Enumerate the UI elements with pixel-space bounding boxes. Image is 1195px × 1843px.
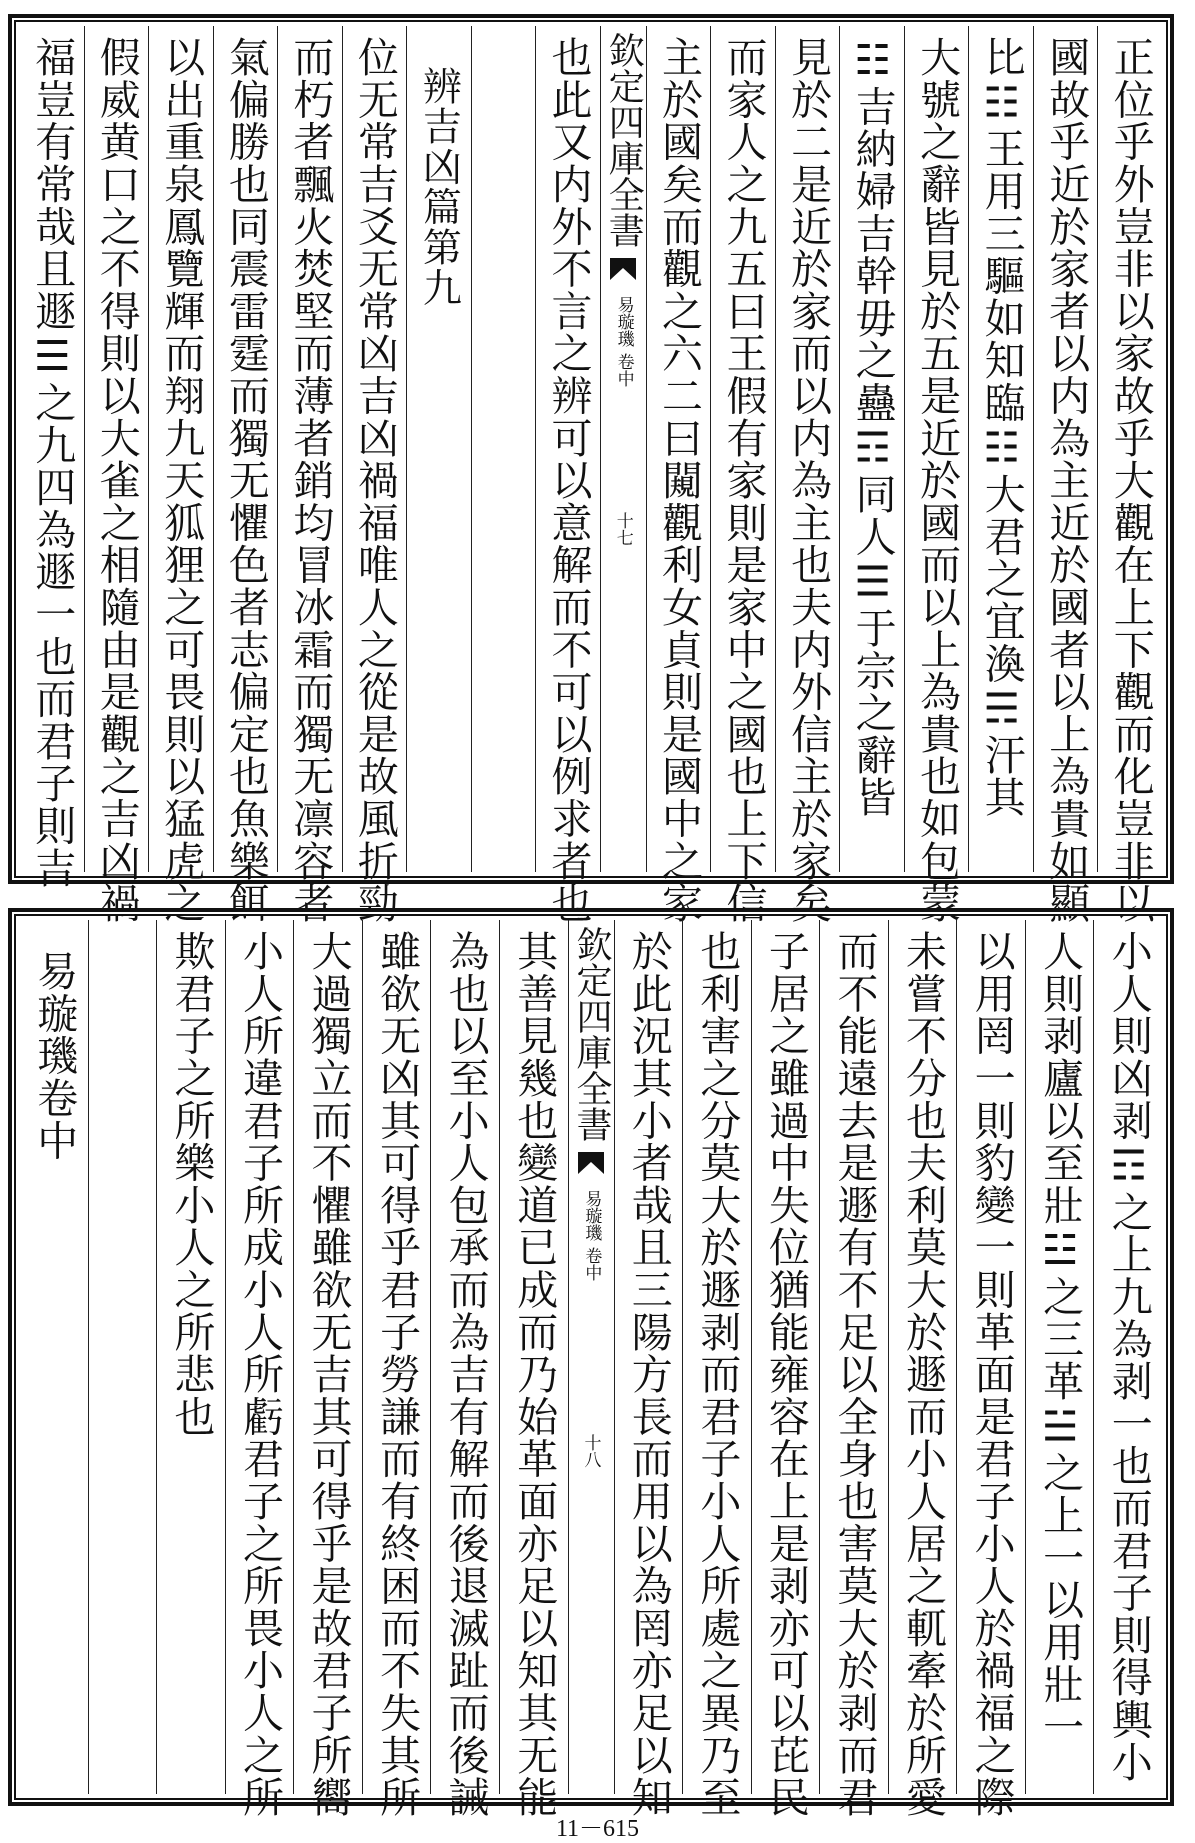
- folio-number: 十八: [580, 1434, 601, 1468]
- column-text: 國故乎近於家者以内為主近於國者以上為貴如顯: [1042, 36, 1091, 925]
- text-column: [156, 920, 225, 1794]
- text-column: [751, 920, 820, 1819]
- text-column: [213, 26, 278, 925]
- column-text: 比☷王用三驅如知臨☷大君之宜渙☴汗其: [977, 36, 1026, 819]
- column-text: 於此況其小者哉且三陽方長而用以為罔亦足以知: [624, 930, 673, 1819]
- collection-title: 欽定四庫全書: [603, 32, 645, 248]
- collection-title: 欽定四庫全書: [571, 926, 612, 1142]
- column-text: 為也以至小人包承而為吉有解而後退滅趾而後誡: [441, 930, 490, 1819]
- text-column: [1033, 26, 1098, 925]
- column-text: 主於國矣而觀之六二曰闚觀利女貞則是國中之家: [655, 36, 704, 925]
- chapter-heading: 辨吉凶篇第九: [416, 66, 462, 308]
- column-text: 假威黄口之不得則以大雀之相隨由是觀之吉凶禍: [92, 36, 141, 925]
- folio-number: 十七: [612, 512, 633, 546]
- volume-label: 卷中: [581, 1247, 602, 1281]
- column-text: 也此又内外不言之辨可以意解而不可以例求者也: [544, 36, 593, 925]
- column-text: 大號之辭皆見於五是近於國而以上為貴也如包蒙: [913, 36, 962, 925]
- column-text: 以出重泉鳳覽輝而翔九天狐狸之可畏則以猛虎之: [157, 36, 206, 925]
- upper-page: [8, 14, 1174, 925]
- text-column: [646, 26, 711, 925]
- column-text: 人則剥廬以至壯☳之三革☱之上一以用壯一: [1036, 930, 1085, 1748]
- page-number: 11－615: [555, 1816, 640, 1842]
- text-column: [775, 26, 840, 925]
- text-column: [839, 26, 904, 872]
- text-column: [471, 26, 536, 872]
- book-title: 易璇璣: [581, 1190, 602, 1241]
- text-column: [888, 920, 957, 1819]
- chapter-heading-column: [406, 26, 471, 872]
- column-text: 大過獨立而不懼雖欲无吉其可得乎是故君子所嚮: [304, 930, 353, 1819]
- text-column: [88, 920, 157, 1794]
- column-text: 正位乎外豈非以家故乎大觀在上下觀而化豈非以: [1106, 36, 1155, 925]
- text-column: [148, 26, 213, 925]
- text-column: [819, 920, 888, 1819]
- column-text: 以用罔一則豹變一則革面是君子小人於禍福之際: [967, 930, 1016, 1819]
- column-text: 小人所違君子所成小人所虧君子之所畏小人之所: [235, 930, 284, 1819]
- column-text: 福豈有常哉且遯☰之九四為遯一也而君子則吉: [28, 36, 77, 889]
- column-text: ☷吉納婦吉幹毋之蠱☶同人☰于宗之辭皆: [848, 36, 897, 819]
- text-column: [956, 920, 1025, 1819]
- upper-page-columns: [20, 26, 1162, 925]
- text-column: [1097, 26, 1162, 925]
- text-column: [342, 26, 407, 925]
- text-column: [499, 920, 568, 1819]
- text-column: [430, 920, 499, 1819]
- text-column: [225, 920, 294, 1819]
- volume-end-column: [20, 920, 88, 1794]
- text-column: [293, 920, 362, 1819]
- lower-page: [8, 908, 1174, 1819]
- text-column: [614, 920, 683, 1819]
- volume-end-title: 易璇璣卷中: [30, 950, 79, 1162]
- column-text: 也利害之分莫大於遯剥而君子小人所處之異乃至: [693, 930, 742, 1819]
- text-column: [1093, 920, 1162, 1794]
- column-text: 小人則凶剥☶之上九為剥一也而君子則得輿小: [1104, 930, 1153, 1783]
- column-text: 雖欲无凶其可得乎君子勞謙而有終困而不失其所: [373, 930, 422, 1819]
- text-column: [20, 26, 84, 889]
- text-column: [535, 26, 600, 925]
- center-fold: [568, 920, 614, 1794]
- lower-page-columns: [20, 920, 1162, 1819]
- column-text: 其善見幾也變道已成而乃始革面亦足以知其无能: [510, 930, 559, 1819]
- column-text: 氣偏勝也同震雷霆而獨无懼色者志偏定也魚樂餌: [221, 36, 270, 925]
- text-column: [84, 26, 149, 925]
- column-text: 而朽者飄火焚堅而薄者銷均冒冰霜而獨无凛容者: [286, 36, 335, 925]
- column-text: 欺君子之所樂小人之所悲也: [167, 930, 216, 1438]
- column-text: 未嘗不分也夫利莫大於遯而小人居之軏牽於所愛: [899, 930, 948, 1819]
- column-text: 位无常吉爻无常凶吉凶禍福唯人之從是故風折勁: [350, 36, 399, 925]
- text-column: [682, 920, 751, 1819]
- fish-tail-mark-icon: [608, 254, 638, 284]
- text-column: [968, 26, 1033, 872]
- text-column: [904, 26, 969, 925]
- column-text: 而家人之九五曰王假有家則是家中之國也上下信: [719, 36, 768, 925]
- book-title: 易璇璣: [613, 296, 634, 347]
- text-column: [277, 26, 342, 925]
- column-text: 見於二是近於家而以内為主也夫内外信主於家矣: [784, 36, 833, 925]
- text-column: [710, 26, 775, 925]
- center-fold: [600, 26, 646, 872]
- column-text: 而不能遠去是遯有不足以全身也害莫大於剥而君: [830, 930, 879, 1819]
- text-column: [362, 920, 431, 1819]
- fish-tail-mark-icon: [576, 1148, 606, 1178]
- column-text: 子居之雖過中失位猶能雍容在上是剥亦可以芘民: [761, 930, 810, 1819]
- text-column: [1025, 920, 1094, 1794]
- volume-label: 卷中: [613, 353, 634, 387]
